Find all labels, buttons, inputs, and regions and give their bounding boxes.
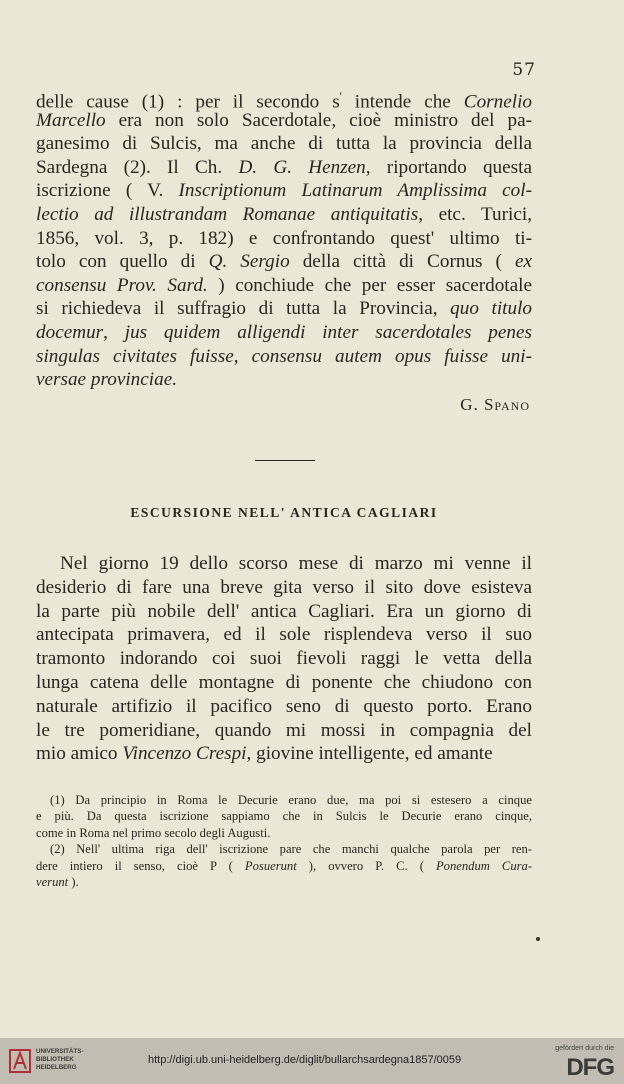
text-run: ganesimo di Sulcis, ma anche di tutta la provincia della — [36, 133, 532, 155]
text-run: intende che — [341, 91, 464, 113]
italic-text: jus quidem alligendi inter sacerdotales penes — [124, 321, 532, 343]
italic-text: consensu autem opus fuisse uni- — [251, 345, 532, 367]
footnotes — [36, 792, 532, 890]
text-line — [36, 695, 532, 719]
footnote-line — [36, 858, 532, 874]
library-line-3: HEIDELBERG — [36, 1064, 77, 1071]
text-run: , — [103, 321, 125, 343]
text-run: ), ovvero P. C. ( — [296, 858, 436, 873]
italic-text: docemur — [36, 321, 104, 343]
text-run: mio amico — [36, 743, 123, 765]
section-rule — [255, 460, 315, 461]
text-run: (2) Nell' ultima riga dell' iscrizione pare che manchi qualche parola per ren- — [50, 842, 532, 857]
text-run: della città di Cornus ( — [289, 251, 515, 273]
text-line — [36, 719, 532, 743]
text-run: e più. Da questa iscrizione sappiamo che in Sulcis le Decurie erano cinque, — [36, 809, 532, 824]
italic-text: Ponendum Cura- — [435, 858, 533, 873]
text-line — [36, 345, 532, 369]
library-line-2: BIBLIOTHEK — [36, 1056, 74, 1063]
text-line — [36, 297, 532, 321]
section-heading: ESCURSIONE NELL' ANTICA CAGLIARI — [130, 505, 438, 520]
text-run: ' — [339, 89, 342, 103]
library-line-1: UNIVERSITÄTS- — [36, 1048, 84, 1055]
text-run: tramonto indorando coi suoi fievoli raggi le vetta della — [36, 648, 532, 670]
text-line — [36, 156, 532, 180]
text-run: le tre pomeridiane, quando mi mossi in compagnia del — [36, 719, 532, 741]
text-run: ) conchiude che per esser sacerdotale — [207, 274, 532, 296]
text-line — [36, 321, 532, 345]
text-line — [36, 600, 532, 624]
ink-speck — [536, 937, 540, 941]
text-line — [36, 647, 532, 671]
italic-text: quo titulo — [450, 298, 532, 320]
text-run: come in Roma nel primo secolo degli Augusti. — [36, 825, 271, 840]
text-line — [36, 203, 532, 227]
viewer-footer — [0, 1038, 624, 1084]
permalink-url[interactable]: http://digi.ub.uni-heidelberg.de/diglit/bullarchsardegna1857/0059 — [148, 1054, 462, 1066]
text-line — [36, 671, 532, 695]
text-run: (1) Da principio in Roma le Decurie erano due, ma poi si estesero a cinque — [50, 793, 532, 807]
text-run: Nel giorno 19 dello scorso mese di marzo mi venne il — [60, 553, 532, 574]
italic-text: ex — [514, 251, 532, 273]
university-library-logo-icon — [8, 1047, 32, 1075]
text-run: desiderio di fare una breve gita verso il sito dove esisteva — [36, 576, 532, 598]
italic-text: singulas civitates fuisse — [36, 345, 234, 367]
text-run: lunga catena delle montagne di ponente che chiudono con — [36, 671, 532, 693]
italic-text: lectio ad illustrandam Romanae antiquitatis — [36, 203, 419, 225]
funded-by-label: gefördert durch die — [555, 1045, 614, 1052]
text-run: naturale artifizio il pacifico seno di questo porto. Erano — [36, 695, 532, 717]
text-run: tolo con quello di — [36, 251, 209, 273]
text-line — [36, 179, 532, 203]
italic-text: D. G. Henzen — [238, 156, 366, 178]
text-line — [36, 274, 532, 298]
italic-text: Cornelio — [463, 91, 532, 113]
text-line — [36, 132, 532, 156]
signature — [460, 395, 530, 415]
footnote-line — [36, 874, 532, 890]
text-line — [36, 576, 532, 600]
text-line — [36, 227, 532, 251]
text-line — [36, 742, 532, 766]
text-run: era non solo Sacerdotale, cioè ministro del pa- — [105, 109, 532, 131]
text-line — [36, 109, 532, 133]
footnote-line — [36, 825, 532, 841]
text-run: ). — [68, 874, 79, 889]
signature-text: G. Spano — [460, 395, 530, 414]
italic-text: Posuerunt — [244, 858, 297, 873]
text-run: antecipata primavera, ed il sole risplendeva verso il suo — [36, 624, 532, 646]
dfg-logo: DFG — [566, 1054, 614, 1081]
italic-text: verunt — [36, 874, 69, 889]
italic-text: consensu Prov. Sard. — [36, 274, 208, 296]
text-run: , giovine intelligente, ed amante — [246, 743, 493, 765]
text-run: dere intiero il senso, cioè P ( — [36, 858, 245, 873]
italic-text: Vincenzo Crespi — [122, 743, 247, 765]
text-run: , etc. Turici, — [418, 203, 532, 225]
text-run: , — [233, 345, 252, 367]
text-run: iscrizione ( V. — [36, 180, 179, 202]
paragraph-2 — [36, 552, 532, 766]
text-line — [36, 250, 532, 274]
text-run: , riportando questa — [365, 156, 532, 178]
italic-text: Inscriptionum Latinarum Amplissima col- — [178, 180, 532, 202]
italic-text: Marcello — [36, 109, 106, 131]
text-line — [36, 623, 532, 647]
text-line — [36, 368, 532, 392]
italic-text: Q. Sergio — [208, 251, 290, 273]
text-run: delle cause (1) : per il secondo s — [36, 91, 340, 113]
italic-text: versae provinciae. — [36, 369, 178, 391]
library-name — [36, 1048, 83, 1072]
footnote-line — [36, 841, 532, 857]
text-line — [36, 85, 532, 113]
footnote-line — [36, 792, 532, 808]
page-number: 57 — [512, 60, 536, 80]
text-run: Sardegna (2). Il Ch. — [36, 156, 239, 178]
text-run: si richiedeva il suffragio di tutta la Provincia, — [36, 298, 451, 320]
text-run: 1856, vol. 3, p. 182) e confrontando quest' ultimo ti- — [36, 227, 532, 249]
paragraph-1 — [36, 85, 532, 392]
footnote-line — [36, 808, 532, 824]
text-line — [36, 552, 532, 576]
text-run: la parte più nobile dell' antica Cagliari. Era un giorno di — [36, 600, 532, 622]
